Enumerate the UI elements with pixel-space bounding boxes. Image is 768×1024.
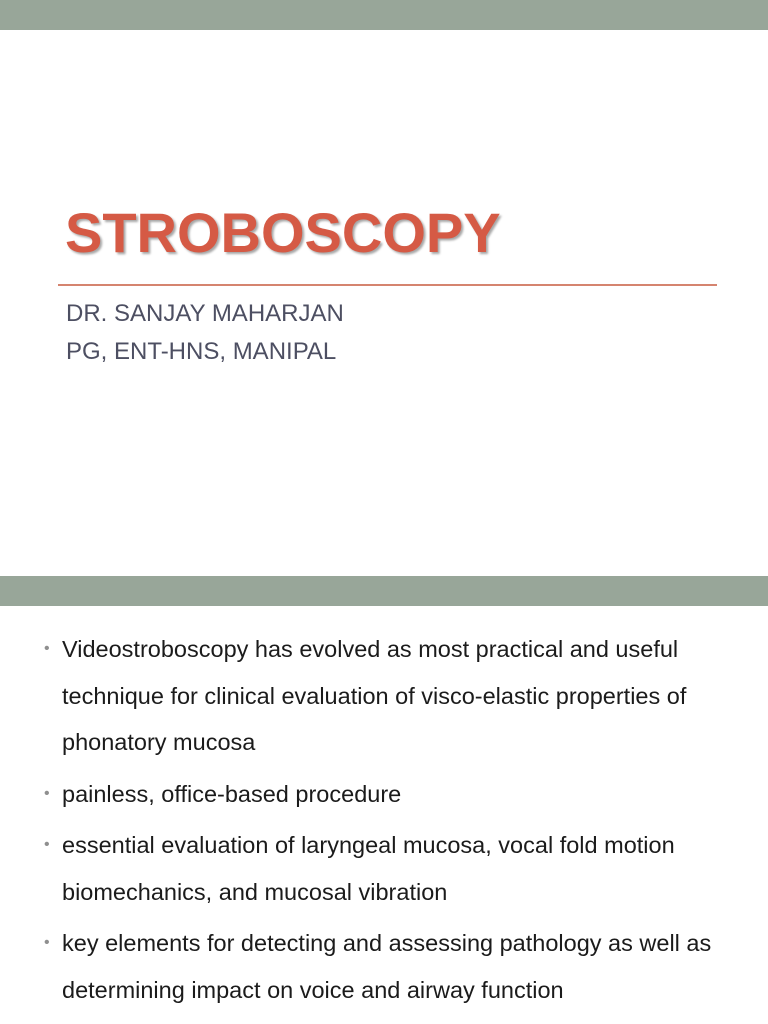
slide-top-band xyxy=(0,0,768,30)
list-item xyxy=(0,771,768,818)
title-underline xyxy=(58,284,717,286)
content-slide xyxy=(0,576,768,1024)
slide-top-band xyxy=(0,576,768,606)
bullet-text: painless, office-based procedure xyxy=(62,780,402,807)
list-item xyxy=(0,626,768,766)
bullet-icon: • xyxy=(44,784,50,802)
bullet-list xyxy=(0,626,768,1018)
bullet-icon: • xyxy=(44,640,50,657)
slide-title: STROBOSCOPY xyxy=(65,201,501,264)
bullet-icon: • xyxy=(44,836,50,853)
bullet-icon: • xyxy=(44,934,50,951)
bullet-text: key elements for detecting and assessing pathology as well as determining impact on voice and airway function xyxy=(62,930,712,1003)
author-name: DR. SANJAY MAHARJAN xyxy=(66,300,344,327)
list-item xyxy=(0,920,768,1013)
bullet-text: Videostroboscopy has evolved as most practical and useful technique for clinical evaluation of visco-elastic properties of phonatory mucosa xyxy=(62,636,687,755)
bullet-text: essential evaluation of laryngeal mucosa, vocal fold motion biomechanics, and mucosal vibration xyxy=(62,832,675,905)
list-item xyxy=(0,822,768,915)
author-affiliation: PG, ENT-HNS, MANIPAL xyxy=(66,338,337,365)
